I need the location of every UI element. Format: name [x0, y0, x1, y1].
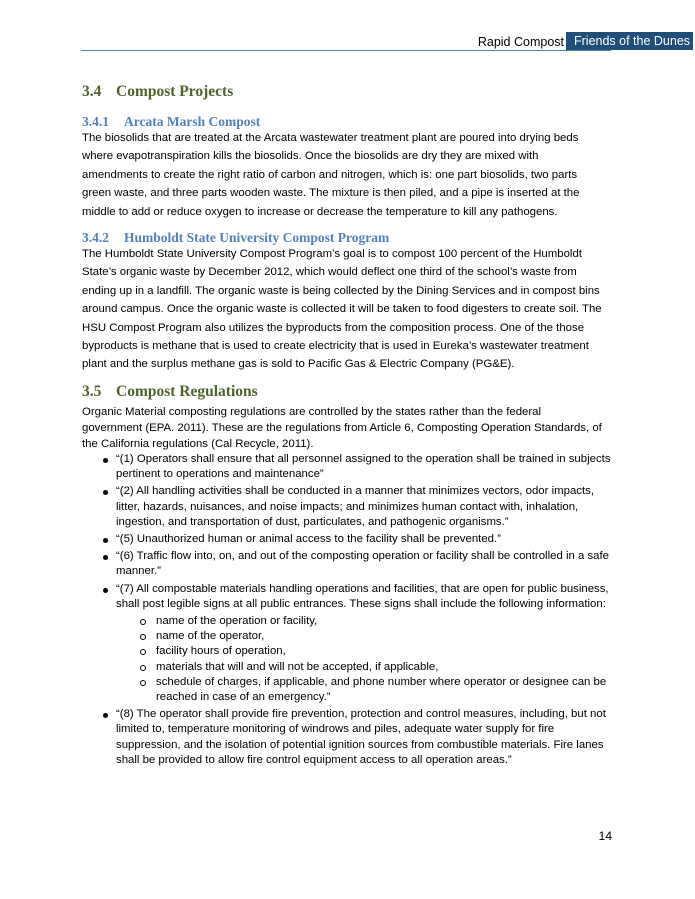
page-number: 14 — [598, 829, 612, 843]
section-title: Compost Regulations — [116, 383, 258, 400]
sub-list-item — [82, 660, 616, 675]
list-item — [82, 582, 616, 612]
subsection-title: Arcata Marsh Compost — [124, 114, 261, 129]
regulations-bullet-list — [82, 452, 616, 770]
list-item — [82, 484, 616, 530]
arcata-marsh-paragraph — [82, 129, 616, 221]
section-number: 3.5 — [82, 383, 102, 400]
section-title: Compost Projects — [116, 83, 234, 100]
header-document-title: Rapid Compost — [477, 35, 564, 49]
circle-bullet-icon — [140, 680, 146, 686]
circle-bullet-icon — [140, 665, 146, 671]
regulations-intro-paragraph — [82, 404, 616, 452]
list-item-text: “(5) Unauthorized human or animal access to the facility shall be prevented.” — [116, 533, 501, 546]
list-item — [82, 549, 616, 579]
paragraph-line: The biosolids that are treated at the Arcata wastewater treatment plant are poured into drying beds — [82, 132, 579, 144]
section-heading-3-5 — [82, 382, 258, 402]
sub-list-item-text: materials that will and will not be accepted, if applicable, — [156, 660, 439, 673]
paragraph-line: around campus. Once the organic waste is collected it will be taken to food digesters to create soil. The — [82, 303, 602, 316]
sub-list-item — [82, 614, 616, 629]
bullet-icon — [103, 713, 108, 718]
paragraph-line: middle to add or reduce oxygen to increase or decrease the temperature to kill any pathogens. — [82, 205, 558, 218]
list-item-text: “(7) All compostable materials handling operations and facilities, that are open for public business, shall post legible signs at all public entrances. These signs shall include the following information: — [116, 582, 609, 610]
circle-bullet-icon — [140, 649, 146, 655]
sub-list-item-text: facility hours of operation, — [156, 645, 286, 658]
sub-list-item-text: name of the operation or facility, — [156, 615, 318, 628]
paragraph-line: plant and the surplus methane gas is sold to Pacific Gas & Electric Company (PG&E). — [82, 358, 515, 371]
subsection-number: 3.4.2 — [82, 230, 109, 245]
paragraph-line: Organic Material composting regulations are controlled by the states rather than the federal — [82, 406, 542, 418]
sub-list-item-text: schedule of charges, if applicable, and phone number where operator or designee can be reached in case of an emergency.” — [156, 675, 607, 704]
paragraph-line: byproducts is methane that is used to create electricity that is used in Eureka’s wastewater treatment — [82, 340, 589, 353]
list-item — [82, 532, 616, 547]
paragraph-line: the California regulations (Cal Recycle, 2011). — [82, 438, 314, 450]
list-item-text: “(8) The operator shall provide fire prevention, protection and control measures, including, but not limited to, temperature monitoring of windrows and piles, adequate water supply for fire suppression, and the isolation of potential ignition sources from combustible materials. Fire lanes shall be provided to allow fire control equipment access to all operation areas.” — [116, 708, 606, 766]
sub-list-item-text: name of the operator, — [156, 630, 265, 643]
list-item-text: “(6) Traffic flow into, on, and out of the composting operation or facility shall be controlled in a safe manner.” — [116, 550, 610, 578]
paragraph-line: government (EPA. 2011). These are the regulations from Article 6, Composting Operation Standards, of — [82, 422, 602, 434]
bullet-icon — [103, 555, 108, 560]
bullet-icon — [103, 538, 108, 543]
list-item — [82, 707, 616, 768]
sub-list-item — [82, 629, 616, 644]
paragraph-line: amendments to create the right ratio of carbon and nitrogen, which is: one part biosolids, two parts — [82, 168, 578, 181]
paragraph-line: HSU Compost Program also utilizes the byproducts from the composition process. One of the those — [82, 321, 585, 334]
header-rule — [81, 50, 611, 51]
bullet-icon — [103, 458, 108, 463]
section-heading-3-4 — [82, 82, 233, 102]
hsu-compost-paragraph — [82, 245, 616, 374]
section-number: 3.4 — [82, 83, 102, 100]
bullet-icon — [103, 490, 108, 495]
list-item-text: “(2) All handling activities shall be conducted in a manner that minimizes vectors, odor impacts, litter, hazards, nuisances, and noise impacts; and minimizes human contact with, inhalation, ingestion, and transportation of dust, particulates, and pathogenic organisms.” — [116, 485, 594, 528]
paragraph-line: where evapotranspiration kills the biosolids. Once the biosolids are dry they are mixed with — [82, 150, 539, 163]
subsection-number: 3.4.1 — [82, 114, 109, 129]
circle-bullet-icon — [140, 619, 146, 625]
paragraph-line: The Humboldt State University Compost Program’s goal is to compost 100 percent of the Humboldt — [82, 248, 582, 260]
bullet-icon — [103, 588, 108, 593]
circle-bullet-icon — [140, 634, 146, 640]
paragraph-line: green waste, and three parts wooden waste. The mixture is then piled, and a pipe is inserted at the — [82, 187, 580, 200]
list-item-text: “(1) Operators shall ensure that all personnel assigned to the operation shall be trained in subjects pertinent to operations and maintenance” — [116, 453, 611, 481]
paragraph-line: ending up in a landfill. The organic waste is being collected by the Dining Services and in compost bins — [82, 284, 600, 297]
header-organization-badge: Friends of the Dunes — [566, 32, 693, 50]
paragraph-line: State’s organic waste by December 2012, which would deflect one third of the school’s waste from — [82, 266, 577, 279]
sub-list-item — [82, 644, 616, 659]
subsection-title: Humboldt State University Compost Program — [124, 230, 390, 245]
list-item — [82, 452, 616, 482]
sub-list-item — [82, 675, 616, 705]
